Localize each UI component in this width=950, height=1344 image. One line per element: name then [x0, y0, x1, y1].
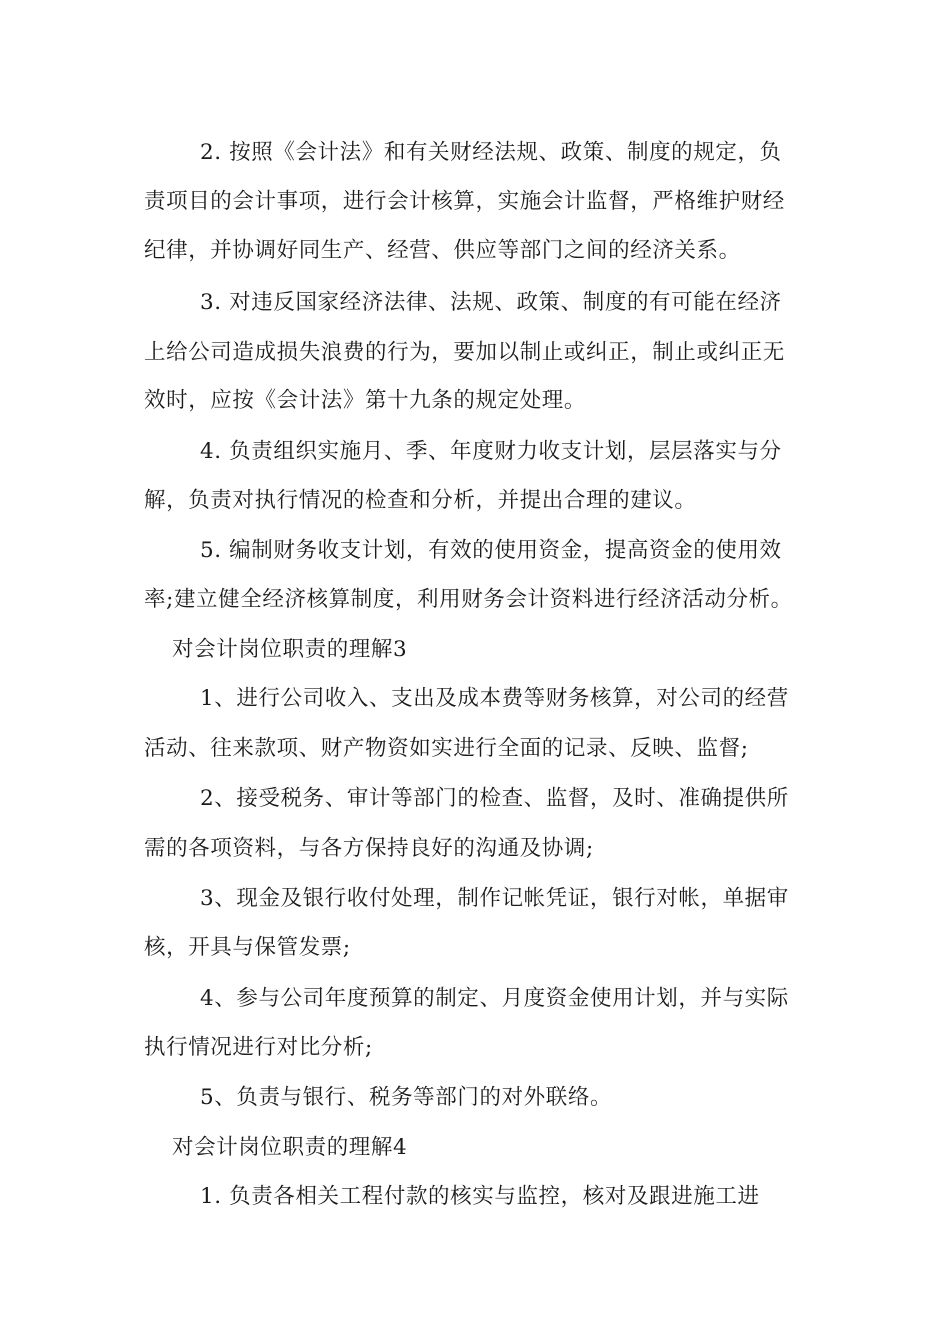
item-1-line-2: 活动、往来款项、财产物资如实进行全面的记录、反映、监督; — [144, 736, 749, 761]
item-4-line-1: 4、参与公司年度预算的制定、月度资金使用计划，并与实际 — [200, 986, 789, 1011]
paragraph-4-line-1: 4. 负责组织实施月、季、年度财力收支计划，层层落实与分 — [200, 439, 782, 464]
item-4-line-2: 执行情况进行对比分析; — [144, 1035, 373, 1060]
paragraph-5-line-2: 率;建立健全经济核算制度，利用财务会计资料进行经济活动分析。 — [144, 587, 793, 612]
paragraph-3-line-3: 效时，应按《会计法》第十九条的规定处理。 — [144, 388, 587, 413]
section-heading-4: 对会计岗位职责的理解4 — [172, 1135, 408, 1160]
paragraph-3-line-1: 3. 对违反国家经济法律、法规、政策、制度的有可能在经济 — [200, 290, 782, 315]
item-3-line-2: 核，开具与保管发票; — [144, 935, 351, 960]
section-heading-3: 对会计岗位职责的理解3 — [172, 637, 408, 662]
item-2-line-2: 需的各项资料，与各方保持良好的沟通及协调; — [144, 836, 594, 861]
item-5-line-1: 5、负责与银行、税务等部门的对外联络。 — [200, 1085, 613, 1110]
item-2-line-1: 2、接受税务、审计等部门的检查、监督，及时、准确提供所 — [200, 786, 789, 811]
paragraph-4-line-2: 解，负责对执行情况的检查和分析，并提出合理的建议。 — [144, 488, 697, 513]
paragraph-2-line-3: 纪律，并协调好同生产、经营、供应等部门之间的经济关系。 — [144, 238, 741, 263]
item-1-line-1: 1、进行公司收入、支出及成本费等财务核算，对公司的经营 — [200, 686, 789, 711]
paragraph-2-line-2: 责项目的会计事项，进行会计核算，实施会计监督，严格维护财经 — [144, 189, 785, 214]
item-3-line-1: 3、现金及银行收付处理，制作记帐凭证，银行对帐，单据审 — [200, 886, 789, 911]
paragraph-5-line-1: 5. 编制财务收支计划，有效的使用资金，提高资金的使用效 — [200, 538, 782, 563]
paragraph-3-line-2: 上给公司造成损失浪费的行为，要加以制止或纠正，制止或纠正无 — [144, 340, 785, 365]
item-4-1-line-1: 1. 负责各相关工程付款的核实与监控，核对及跟进施工进 — [200, 1184, 760, 1209]
paragraph-2-line-1: 2. 按照《会计法》和有关财经法规、政策、制度的规定，负 — [200, 140, 782, 165]
